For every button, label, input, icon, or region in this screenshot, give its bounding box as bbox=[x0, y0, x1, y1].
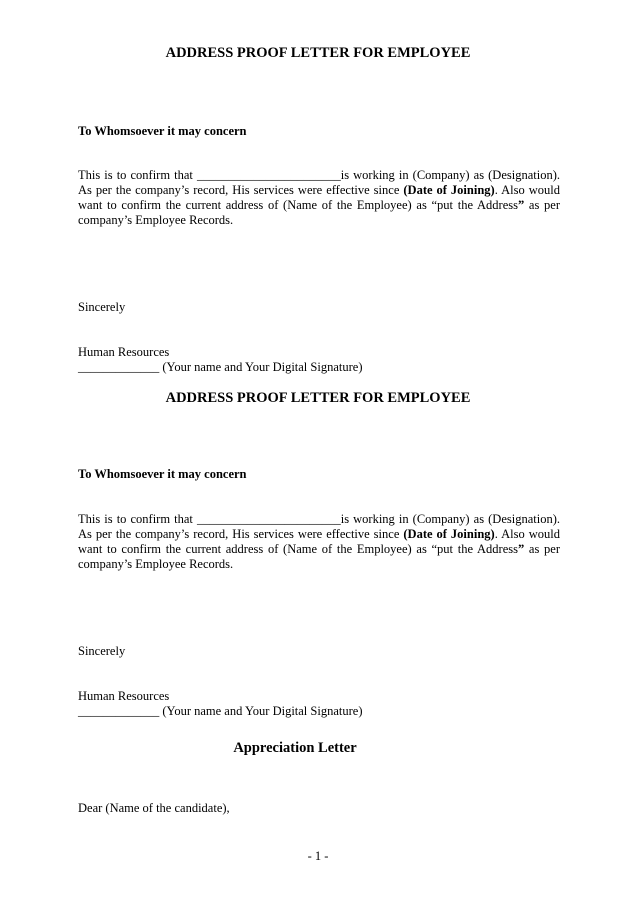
closing: Sincerely bbox=[78, 300, 126, 314]
body-text: is working in (Company) as (Designation). As per the company’s record, His services were effective since bbox=[78, 512, 560, 541]
body-paragraph bbox=[78, 512, 560, 572]
closing-quote: ” bbox=[517, 198, 525, 212]
department: Human Resources bbox=[78, 345, 170, 359]
salutation: To Whomsoever it may concern bbox=[78, 467, 247, 481]
body-intro: This is to confirm that bbox=[78, 512, 193, 526]
letter-title: ADDRESS PROOF LETTER FOR EMPLOYEE bbox=[165, 390, 471, 406]
name-blank: _______________________ bbox=[196, 168, 341, 182]
date-of-joining-label: (Date of Joining) bbox=[403, 183, 495, 197]
signature-line: _____________ (Your name and Your Digital Signature) bbox=[78, 360, 363, 374]
letter-title: ADDRESS PROOF LETTER FOR EMPLOYEE bbox=[165, 45, 471, 61]
body-paragraph bbox=[78, 168, 560, 228]
department: Human Resources bbox=[78, 689, 170, 703]
appreciation-title: Appreciation Letter bbox=[233, 740, 357, 756]
salutation: To Whomsoever it may concern bbox=[78, 124, 247, 138]
closing: Sincerely bbox=[78, 644, 126, 658]
date-of-joining-label: (Date of Joining) bbox=[403, 527, 495, 541]
body-text-continued: . Also would want to confirm the current address of (Name of the Employee) as “put the Address bbox=[78, 183, 560, 212]
page-number: - 1 - bbox=[307, 849, 329, 863]
body-tail: as per company’s Employee Records. bbox=[78, 198, 561, 227]
appreciation-greeting: Dear (Name of the candidate), bbox=[78, 801, 230, 815]
body-tail: as per company’s Employee Records. bbox=[78, 542, 561, 571]
signature-line: _____________ (Your name and Your Digital Signature) bbox=[78, 704, 363, 718]
closing-quote: ” bbox=[517, 542, 525, 556]
body-text: is working in (Company) as (Designation). As per the company’s record, His services were effective since bbox=[78, 168, 560, 197]
body-text-continued: . Also would want to confirm the current address of (Name of the Employee) as “put the Address bbox=[78, 527, 560, 556]
body-intro: This is to confirm that bbox=[78, 168, 193, 182]
name-blank: _______________________ bbox=[196, 512, 341, 526]
